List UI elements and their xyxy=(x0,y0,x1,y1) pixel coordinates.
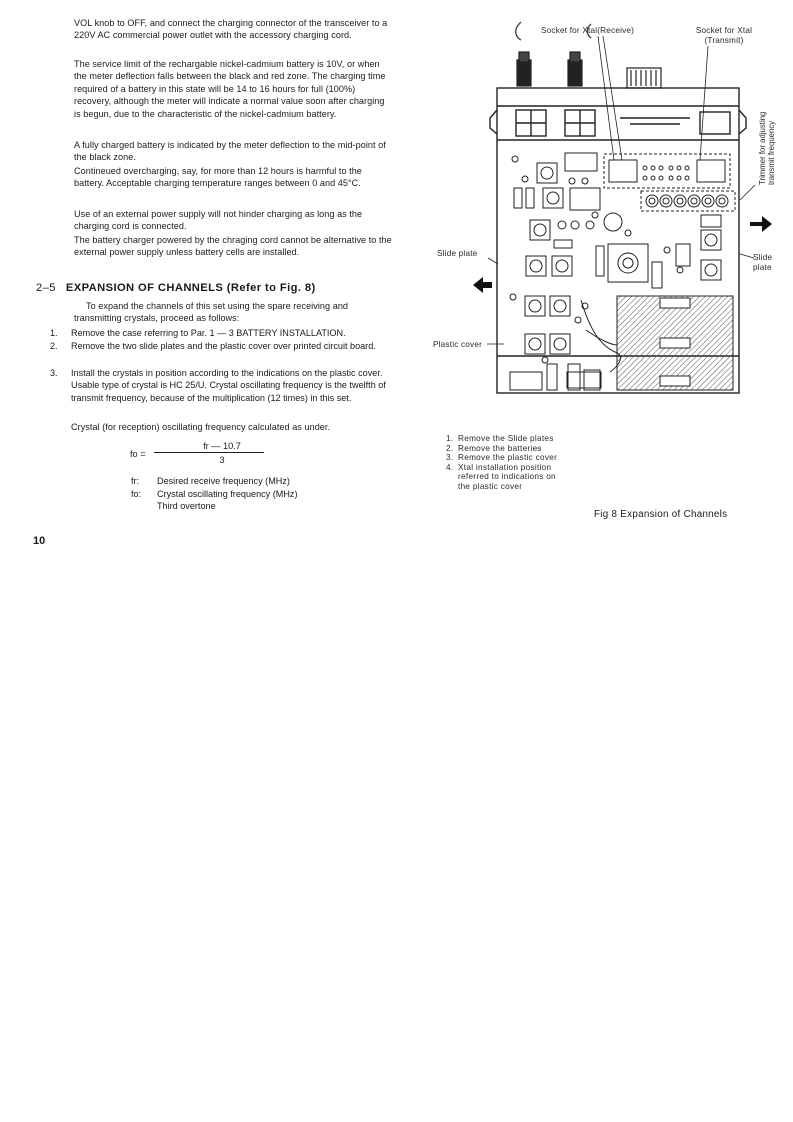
step-number: 3. xyxy=(50,368,58,378)
note-text: the plastic cover xyxy=(458,481,523,491)
formula-intro: Crystal (for reception) oscillating frequency calculated as under. xyxy=(71,422,331,432)
legend-description: Crystal oscillating frequency (MHz) xyxy=(157,489,298,499)
battery-charger-paragraph: The battery charger powered by the chraging cord cannot be alternative to the external power supply unless battery cells are installed. xyxy=(74,235,392,258)
charging-instruction-paragraph: VOL knob to OFF, and connect the charging connector of the transceiver to a 220V AC commercial power outlet with the accessory charging cord. xyxy=(74,18,388,41)
step-number: 2. xyxy=(50,341,58,351)
trimmer-label xyxy=(758,112,777,185)
step-number: 1. xyxy=(50,328,58,338)
legend-row xyxy=(131,475,290,487)
external-power-paragraph: Use of an external power supply will not hinder charging as long as the charging cord is connected. xyxy=(74,209,363,232)
trimmer-label-line: transmit frequency xyxy=(767,120,777,185)
legend-description: Desired receive frequency (MHz) xyxy=(157,476,290,486)
page-number: 10 xyxy=(33,535,46,547)
step-text: Remove the two slide plates and the plastic cover over printed circuit board. xyxy=(71,341,376,351)
step-text: Install the crystals in position according to the indications on the plastic cover. Usable type of crystal is HC 25/U. Crystal oscillating frequency is the twelfth of transmit frequency, because of the multiplication (12 times) in this set. xyxy=(71,368,386,403)
slide-plate-right-label-line: Slide xyxy=(753,253,773,262)
socket-transmit-label xyxy=(684,26,764,46)
formula-numerator: fr — 10.7 xyxy=(203,441,241,451)
socket-transmit-label-line: Socket for Xtal xyxy=(695,26,753,35)
legend-row xyxy=(131,488,298,500)
plastic-cover-label: Plastic cover xyxy=(433,340,483,349)
text-column xyxy=(0,0,400,560)
socket-receive-label: Socket for Xtal(Receive) xyxy=(541,26,635,35)
section-intro: To expand the channels of this set using the spare receiving and transmitting crystals, proceed as follows: xyxy=(74,301,349,324)
section-title: EXPANSION OF CHANNELS (Refer to Fig. 8) xyxy=(65,282,316,294)
note-item xyxy=(446,482,557,492)
legend-symbol: fr: xyxy=(131,476,140,486)
section-number: 2–5 xyxy=(36,282,56,294)
note-number: 3. xyxy=(446,453,454,463)
figure-notes xyxy=(446,434,557,492)
note-item xyxy=(446,463,557,473)
pcb-diagram xyxy=(430,0,793,430)
note-number: 4. xyxy=(446,462,454,472)
bottom-components xyxy=(510,357,601,390)
note-item xyxy=(446,434,557,444)
overcharging-paragraph: Contineued overcharging, say, for more than 12 hours is harmful to the battery. Acceptable charging temperature ranges between 0 and 45°C. xyxy=(74,166,362,189)
slide-plate-left-label: Slide plate xyxy=(437,249,478,258)
note-item xyxy=(446,444,557,454)
radio-top-controls xyxy=(517,52,661,88)
section-heading xyxy=(36,282,316,294)
note-text: Remove the plastic cover xyxy=(458,453,558,463)
note-text: Remove the batteries xyxy=(458,443,542,453)
trimmer-label-line: Trimmer for adjusting xyxy=(758,111,767,185)
fraction-bar xyxy=(154,452,264,453)
service-limit-paragraph: The service limit of the rechargable nickel-cadmium battery is 10V, or when the meter deflection falls between the black and red zone. The charging time required of a battery in this state will be 14 to 16 hours for full (100%) recovery, although the meter will indicate a normal value soon after charging is begun, due to the characteristic of the nickel-cadmium battery. xyxy=(74,59,386,119)
wire-path xyxy=(581,300,620,372)
slide-plate-right-label xyxy=(753,253,772,273)
battery-compartment xyxy=(617,296,733,390)
slide-plate-right-label-line: plate xyxy=(753,263,772,272)
note-item xyxy=(446,453,557,463)
legend-symbol: fo: xyxy=(131,489,142,499)
xtal-socket-block xyxy=(604,154,735,211)
legend-description: Third overtone xyxy=(157,501,216,511)
figure-caption: Fig 8 Expansion of Channels xyxy=(594,509,728,520)
legend-row xyxy=(131,500,216,512)
step-text: Remove the case referring to Par. 1 — 3 BATTERY INSTALLATION. xyxy=(71,328,346,338)
full-charge-paragraph: A fully charged battery is indicated by the meter deflection to the mid-point of the black zone. xyxy=(74,140,386,163)
formula-denominator: 3 xyxy=(219,455,225,465)
note-item xyxy=(446,472,557,482)
frequency-formula xyxy=(128,441,268,475)
note-number: 2. xyxy=(446,443,454,453)
note-number: 1. xyxy=(446,434,454,443)
note-text: Remove the Slide plates xyxy=(458,434,554,443)
socket-transmit-label-line: (Transmit) xyxy=(704,36,744,45)
note-text: referred to indications on xyxy=(458,472,556,482)
note-text: Xtal installation position xyxy=(458,462,552,472)
formula-lhs: fo = xyxy=(130,449,146,459)
